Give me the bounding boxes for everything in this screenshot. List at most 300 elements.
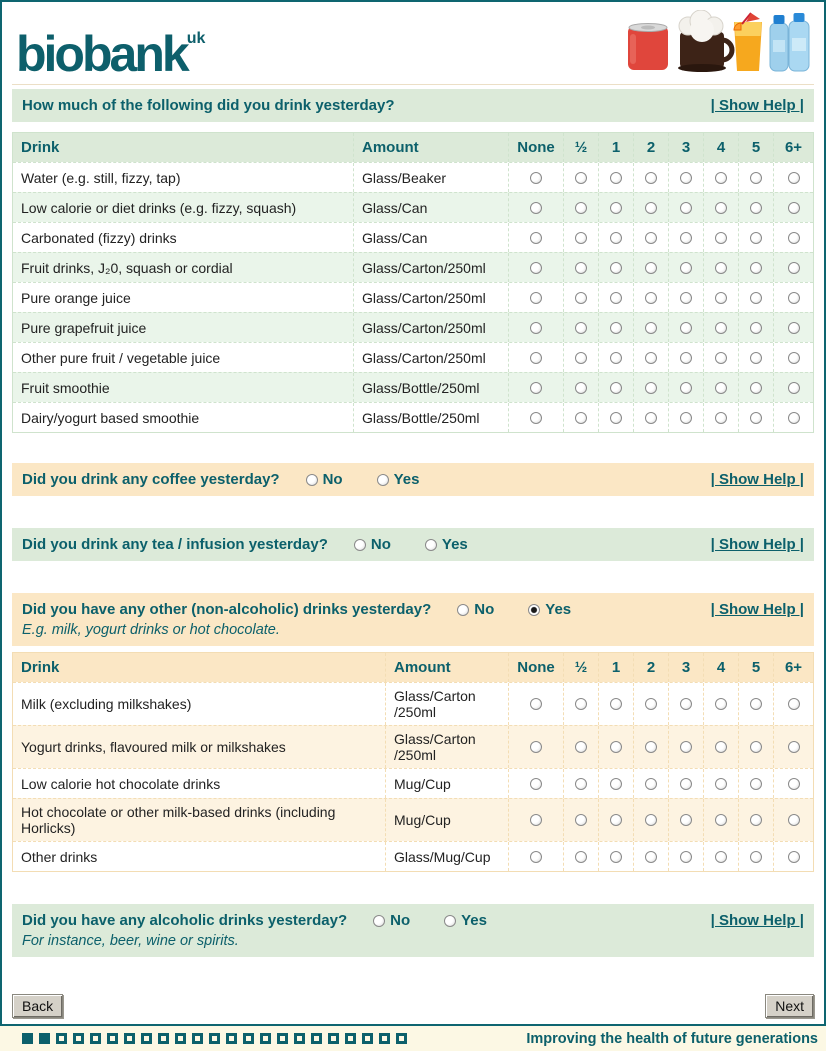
quantity-radio[interactable]	[715, 292, 727, 304]
table-row	[13, 372, 813, 402]
quantity-cell	[598, 842, 633, 871]
quantity-cell	[563, 193, 598, 222]
quantity-cell	[703, 283, 738, 312]
quantity-radio[interactable]	[645, 172, 657, 184]
show-help-link[interactable]: | Show Help |	[710, 912, 804, 929]
other-no-radio[interactable]	[457, 604, 469, 616]
progress-square-empty	[158, 1033, 169, 1044]
quantity-cell	[598, 223, 633, 252]
quantity-radio[interactable]	[575, 412, 587, 424]
water-bottles-icon	[770, 13, 809, 71]
progress-square-filled	[22, 1033, 33, 1044]
other-no-option[interactable]	[457, 601, 494, 618]
back-button[interactable]: Back	[12, 994, 63, 1018]
table-row	[13, 342, 813, 372]
quantity-radio[interactable]	[788, 412, 800, 424]
coffee-yes-option[interactable]	[377, 471, 420, 488]
quantity-radio[interactable]	[715, 851, 727, 863]
amount-value: Glass/Bottle/250ml	[353, 403, 508, 432]
quantity-radio[interactable]	[530, 741, 542, 753]
quantity-radio[interactable]	[680, 698, 692, 710]
quantity-cell	[508, 799, 563, 841]
quantity-column-header: 2	[633, 133, 668, 162]
quantity-radio[interactable]	[610, 814, 622, 826]
quantity-radio[interactable]	[750, 778, 762, 790]
amount-value: Mug/Cup	[385, 769, 508, 798]
quantity-cell	[738, 373, 773, 402]
quantity-radio[interactable]	[610, 851, 622, 863]
quantity-radio[interactable]	[575, 382, 587, 394]
quantity-cell	[703, 223, 738, 252]
quantity-cell	[508, 163, 563, 192]
coffee-yes-radio[interactable]	[377, 474, 389, 486]
progress-square-empty	[226, 1033, 237, 1044]
quantity-cell	[563, 343, 598, 372]
quantity-radio[interactable]	[680, 322, 692, 334]
progress-square-empty	[379, 1033, 390, 1044]
quantity-radio[interactable]	[530, 778, 542, 790]
quantity-radio[interactable]	[645, 232, 657, 244]
quantity-cell	[508, 842, 563, 871]
quantity-radio[interactable]	[530, 172, 542, 184]
table-row	[13, 798, 813, 841]
quantity-radio[interactable]	[530, 292, 542, 304]
quantity-radio[interactable]	[715, 202, 727, 214]
quantity-cell	[668, 403, 703, 432]
tea-no-radio[interactable]	[354, 539, 366, 551]
quantity-radio[interactable]	[680, 382, 692, 394]
alcohol-no-option[interactable]	[373, 912, 410, 929]
progress-square-empty	[141, 1033, 152, 1044]
quantity-column-header: 4	[703, 653, 738, 682]
quantity-radio[interactable]	[750, 322, 762, 334]
quantity-radio[interactable]	[575, 232, 587, 244]
progress-square-empty	[192, 1033, 203, 1044]
quantity-radio[interactable]	[715, 322, 727, 334]
amount-value: Glass/Can	[353, 193, 508, 222]
quantity-radio[interactable]	[575, 352, 587, 364]
quantity-cell	[633, 799, 668, 841]
quantity-cell	[773, 313, 813, 342]
quantity-cell	[668, 193, 703, 222]
drink-name: Low calorie or diet drinks (e.g. fizzy, squash)	[21, 199, 297, 216]
logo-sup: uk	[186, 30, 206, 47]
quantity-cell	[633, 313, 668, 342]
page-header	[12, 10, 814, 82]
drink-name: Water (e.g. still, fizzy, tap)	[21, 169, 181, 186]
quantity-cell	[598, 683, 633, 725]
quantity-radio[interactable]	[610, 778, 622, 790]
quantity-cell	[563, 726, 598, 768]
quantity-cell	[773, 799, 813, 841]
drink-column-header: Drink	[21, 659, 60, 676]
quantity-radio[interactable]	[575, 292, 587, 304]
amount-value: Glass/Mug/Cup	[385, 842, 508, 871]
quantity-radio[interactable]	[645, 352, 657, 364]
tea-yes-option[interactable]	[425, 536, 468, 553]
quantity-column-header: 3	[668, 653, 703, 682]
quantity-radio[interactable]	[530, 382, 542, 394]
quantity-radio[interactable]	[575, 202, 587, 214]
quantity-radio[interactable]	[750, 352, 762, 364]
quantity-radio[interactable]	[715, 382, 727, 394]
quantity-radio[interactable]	[788, 322, 800, 334]
quantity-cell	[563, 799, 598, 841]
quantity-radio[interactable]	[680, 778, 692, 790]
quantity-cell	[738, 403, 773, 432]
progress-square-empty	[124, 1033, 135, 1044]
quantity-radio[interactable]	[715, 412, 727, 424]
quantity-radio[interactable]	[645, 741, 657, 753]
quantity-cell	[703, 163, 738, 192]
quantity-cell	[668, 683, 703, 725]
quantity-cell	[563, 683, 598, 725]
alcohol-yes-radio[interactable]	[444, 915, 456, 927]
quantity-cell	[668, 313, 703, 342]
tea-yes-radio[interactable]	[425, 539, 437, 551]
quantity-cell	[598, 193, 633, 222]
quantity-cell	[633, 283, 668, 312]
quantity-cell	[738, 842, 773, 871]
coffee-no-option[interactable]	[306, 471, 343, 488]
quantity-cell	[598, 163, 633, 192]
amount-value: Mug/Cup	[385, 799, 508, 841]
drink-name: Pure orange juice	[21, 289, 131, 306]
quantity-radio[interactable]	[788, 172, 800, 184]
table-row	[13, 682, 813, 725]
quantity-radio[interactable]	[610, 232, 622, 244]
quantity-radio[interactable]	[788, 202, 800, 214]
quantity-radio[interactable]	[530, 352, 542, 364]
quantity-radio[interactable]	[788, 698, 800, 710]
quantity-radio[interactable]	[788, 232, 800, 244]
other-yes-option[interactable]	[528, 601, 571, 618]
quantity-column-header: 1	[598, 653, 633, 682]
drink-name: Other drinks	[21, 848, 98, 865]
quantity-radio[interactable]	[715, 814, 727, 826]
quantity-radio[interactable]	[645, 382, 657, 394]
quantity-cell	[668, 253, 703, 282]
quantity-cell	[598, 343, 633, 372]
quantity-cell	[738, 769, 773, 798]
quantity-cell	[508, 193, 563, 222]
quantity-radio[interactable]	[680, 292, 692, 304]
quantity-cell	[668, 343, 703, 372]
quantity-column-header: 6+	[773, 133, 813, 162]
drinks-photo	[622, 10, 814, 74]
quantity-radio[interactable]	[680, 172, 692, 184]
quantity-radio[interactable]	[645, 814, 657, 826]
quantity-column-header: ½	[563, 653, 598, 682]
progress-square-empty	[56, 1033, 67, 1044]
show-help-link[interactable]: | Show Help |	[710, 471, 804, 488]
quantity-radio[interactable]	[645, 322, 657, 334]
quantity-radio[interactable]	[750, 202, 762, 214]
drink-column-header: Drink	[21, 139, 60, 156]
quantity-radio[interactable]	[575, 778, 587, 790]
quantity-radio[interactable]	[788, 382, 800, 394]
option-label: No	[370, 536, 391, 553]
quantity-radio[interactable]	[610, 262, 622, 274]
table-row	[13, 725, 813, 768]
quantity-radio[interactable]	[680, 741, 692, 753]
quantity-cell	[773, 253, 813, 282]
quantity-cell	[598, 313, 633, 342]
progress-square-empty	[328, 1033, 339, 1044]
question-text: How much of the following did you drink yesterday?	[22, 97, 395, 114]
other-yes-radio[interactable]	[528, 604, 540, 616]
progress-square-empty	[294, 1033, 305, 1044]
amount-value: Glass/Carton/250ml	[353, 343, 508, 372]
quantity-cell	[563, 842, 598, 871]
quantity-radio[interactable]	[715, 741, 727, 753]
quantity-cell	[668, 799, 703, 841]
quantity-radio[interactable]	[645, 778, 657, 790]
quantity-radio[interactable]	[680, 814, 692, 826]
quantity-cell	[508, 253, 563, 282]
quantity-cell	[633, 683, 668, 725]
quantity-radio[interactable]	[645, 202, 657, 214]
quantity-radio[interactable]	[645, 412, 657, 424]
quantity-radio[interactable]	[575, 814, 587, 826]
quantity-cell	[598, 769, 633, 798]
quantity-cell	[668, 769, 703, 798]
quantity-radio[interactable]	[788, 262, 800, 274]
quantity-radio[interactable]	[715, 352, 727, 364]
quantity-cell	[598, 373, 633, 402]
quantity-radio[interactable]	[750, 232, 762, 244]
quantity-radio[interactable]	[530, 698, 542, 710]
quantity-cell	[508, 223, 563, 252]
quantity-radio[interactable]	[575, 262, 587, 274]
quantity-radio[interactable]	[750, 741, 762, 753]
quantity-radio[interactable]	[610, 698, 622, 710]
next-button[interactable]: Next	[765, 994, 814, 1018]
quantity-cell	[598, 283, 633, 312]
quantity-radio[interactable]	[715, 778, 727, 790]
question-coffee-band	[12, 463, 814, 496]
option-label: Yes	[393, 471, 420, 488]
quantity-radio[interactable]	[530, 262, 542, 274]
quantity-radio[interactable]	[750, 412, 762, 424]
quantity-column-header: 2	[633, 653, 668, 682]
quantity-radio[interactable]	[645, 851, 657, 863]
quantity-radio[interactable]	[645, 262, 657, 274]
quantity-radio[interactable]	[715, 262, 727, 274]
quantity-cell	[563, 769, 598, 798]
quantity-radio[interactable]	[530, 814, 542, 826]
quantity-radio[interactable]	[680, 202, 692, 214]
show-help-link[interactable]: | Show Help |	[710, 97, 804, 114]
quantity-cell	[738, 283, 773, 312]
quantity-cell	[773, 193, 813, 222]
option-label: Yes	[461, 912, 487, 929]
drink-name: Fruit smoothie	[21, 379, 110, 396]
amount-column-header: Amount	[385, 653, 508, 682]
option-label: No	[474, 601, 495, 618]
quantity-radio[interactable]	[788, 814, 800, 826]
quantity-radio[interactable]	[750, 698, 762, 710]
quantity-cell	[738, 223, 773, 252]
quantity-radio[interactable]	[610, 412, 622, 424]
table-row	[13, 282, 813, 312]
progress-square-empty	[260, 1033, 271, 1044]
quantity-radio[interactable]	[788, 352, 800, 364]
quantity-radio[interactable]	[680, 412, 692, 424]
progress-square-empty	[73, 1033, 84, 1044]
quantity-cell	[773, 343, 813, 372]
quantity-cell	[633, 726, 668, 768]
quantity-radio[interactable]	[750, 262, 762, 274]
quantity-radio[interactable]	[715, 172, 727, 184]
quantity-radio[interactable]	[575, 698, 587, 710]
footer-tagline: Improving the health of future generations	[526, 1030, 818, 1047]
drink-name: Fruit drinks, J₂0, squash or cordial	[21, 259, 233, 276]
quantity-radio[interactable]	[530, 851, 542, 863]
quantity-cell	[738, 683, 773, 725]
quantity-cell	[703, 842, 738, 871]
quantity-radio[interactable]	[680, 232, 692, 244]
quantity-radio[interactable]	[610, 352, 622, 364]
juice-glass-icon	[734, 13, 762, 71]
quantity-cell	[668, 283, 703, 312]
progress-square-empty	[345, 1033, 356, 1044]
question-other-drinks-band	[12, 593, 814, 646]
amount-value: Glass/Beaker	[353, 163, 508, 192]
quantity-column-header: 4	[703, 133, 738, 162]
quantity-cell	[633, 769, 668, 798]
quantity-cell	[773, 223, 813, 252]
quantity-radio[interactable]	[575, 851, 587, 863]
quantity-radio[interactable]	[788, 851, 800, 863]
amount-value: Glass/Can	[353, 223, 508, 252]
amount-value: Glass/Carton/250ml	[353, 283, 508, 312]
quantity-cell	[633, 163, 668, 192]
quantity-radio[interactable]	[610, 382, 622, 394]
progress-square-empty	[107, 1033, 118, 1044]
quantity-radio[interactable]	[680, 352, 692, 364]
quantity-radio[interactable]	[788, 741, 800, 753]
quantity-radio[interactable]	[575, 741, 587, 753]
progress-square-filled	[39, 1033, 50, 1044]
quantity-cell	[738, 799, 773, 841]
quantity-cell	[633, 403, 668, 432]
progress-square-empty	[90, 1033, 101, 1044]
quantity-cell	[738, 343, 773, 372]
quantity-radio[interactable]	[715, 698, 727, 710]
table-row	[13, 192, 813, 222]
quantity-column-header: ½	[563, 133, 598, 162]
quantity-radio[interactable]	[750, 292, 762, 304]
question-alcohol-band	[12, 904, 814, 957]
drink-name: Other pure fruit / vegetable juice	[21, 349, 221, 366]
quantity-radio[interactable]	[610, 202, 622, 214]
quantity-cell	[703, 373, 738, 402]
drink-name: Carbonated (fizzy) drinks	[21, 229, 177, 246]
biobank-logo	[12, 10, 205, 83]
coffee-no-radio[interactable]	[306, 474, 318, 486]
quantity-radio[interactable]	[645, 698, 657, 710]
table-row	[13, 222, 813, 252]
show-help-link[interactable]: | Show Help |	[710, 601, 804, 618]
table-row	[13, 162, 813, 192]
show-help-link[interactable]: | Show Help |	[710, 536, 804, 553]
quantity-cell	[508, 283, 563, 312]
option-label: Yes	[545, 601, 572, 618]
table-row	[13, 841, 813, 871]
quantity-radio[interactable]	[575, 172, 587, 184]
quantity-cell	[598, 403, 633, 432]
quantity-cell	[563, 373, 598, 402]
quantity-radio[interactable]	[750, 851, 762, 863]
quantity-radio[interactable]	[575, 322, 587, 334]
quantity-radio[interactable]	[680, 262, 692, 274]
other-drinks-table	[12, 652, 814, 872]
table-header-row	[13, 133, 813, 162]
alcohol-no-radio[interactable]	[373, 915, 385, 927]
tea-no-option[interactable]	[354, 536, 391, 553]
quantity-cell	[598, 726, 633, 768]
quantity-radio[interactable]	[788, 292, 800, 304]
quantity-cell	[508, 313, 563, 342]
alcohol-yes-option[interactable]	[444, 912, 487, 929]
quantity-radio[interactable]	[645, 292, 657, 304]
option-label: Yes	[441, 536, 468, 553]
option-label: No	[322, 471, 343, 488]
question-text: Did you drink any tea / infusion yesterday?	[22, 536, 328, 553]
logo-text: biobank	[16, 26, 187, 82]
quantity-cell	[563, 403, 598, 432]
progress-square-empty	[311, 1033, 322, 1044]
amount-value: Glass/Carton /250ml	[385, 683, 508, 725]
quantity-cell	[668, 223, 703, 252]
question-drinks-band	[12, 89, 814, 122]
quantity-column-header: 1	[598, 133, 633, 162]
quantity-radio[interactable]	[610, 292, 622, 304]
quantity-radio[interactable]	[530, 232, 542, 244]
quantity-radio[interactable]	[610, 322, 622, 334]
quantity-radio[interactable]	[610, 741, 622, 753]
quantity-cell	[773, 283, 813, 312]
quantity-radio[interactable]	[788, 778, 800, 790]
quantity-cell	[668, 726, 703, 768]
progress-indicator	[22, 1033, 413, 1044]
amount-value: Glass/Bottle/250ml	[353, 373, 508, 402]
quantity-radio[interactable]	[530, 202, 542, 214]
question-text: Did you have any other (non-alcoholic) drinks yesterday?	[22, 601, 432, 618]
quantity-column-header: 3	[668, 133, 703, 162]
table-header-row	[13, 653, 813, 682]
quantity-radio[interactable]	[715, 232, 727, 244]
drinks-table	[12, 132, 814, 433]
quantity-radio[interactable]	[610, 172, 622, 184]
header-divider	[12, 84, 814, 85]
question-text: Did you drink any coffee yesterday?	[22, 471, 280, 488]
quantity-cell	[773, 163, 813, 192]
quantity-radio[interactable]	[750, 382, 762, 394]
quantity-cell	[703, 683, 738, 725]
quantity-radio[interactable]	[750, 172, 762, 184]
amount-column-header: Amount	[353, 133, 508, 162]
quantity-cell	[738, 193, 773, 222]
quantity-radio[interactable]	[750, 814, 762, 826]
quantity-radio[interactable]	[530, 322, 542, 334]
quantity-radio[interactable]	[530, 412, 542, 424]
quantity-radio[interactable]	[680, 851, 692, 863]
quantity-cell	[773, 403, 813, 432]
progress-square-empty	[175, 1033, 186, 1044]
quantity-cell	[703, 403, 738, 432]
